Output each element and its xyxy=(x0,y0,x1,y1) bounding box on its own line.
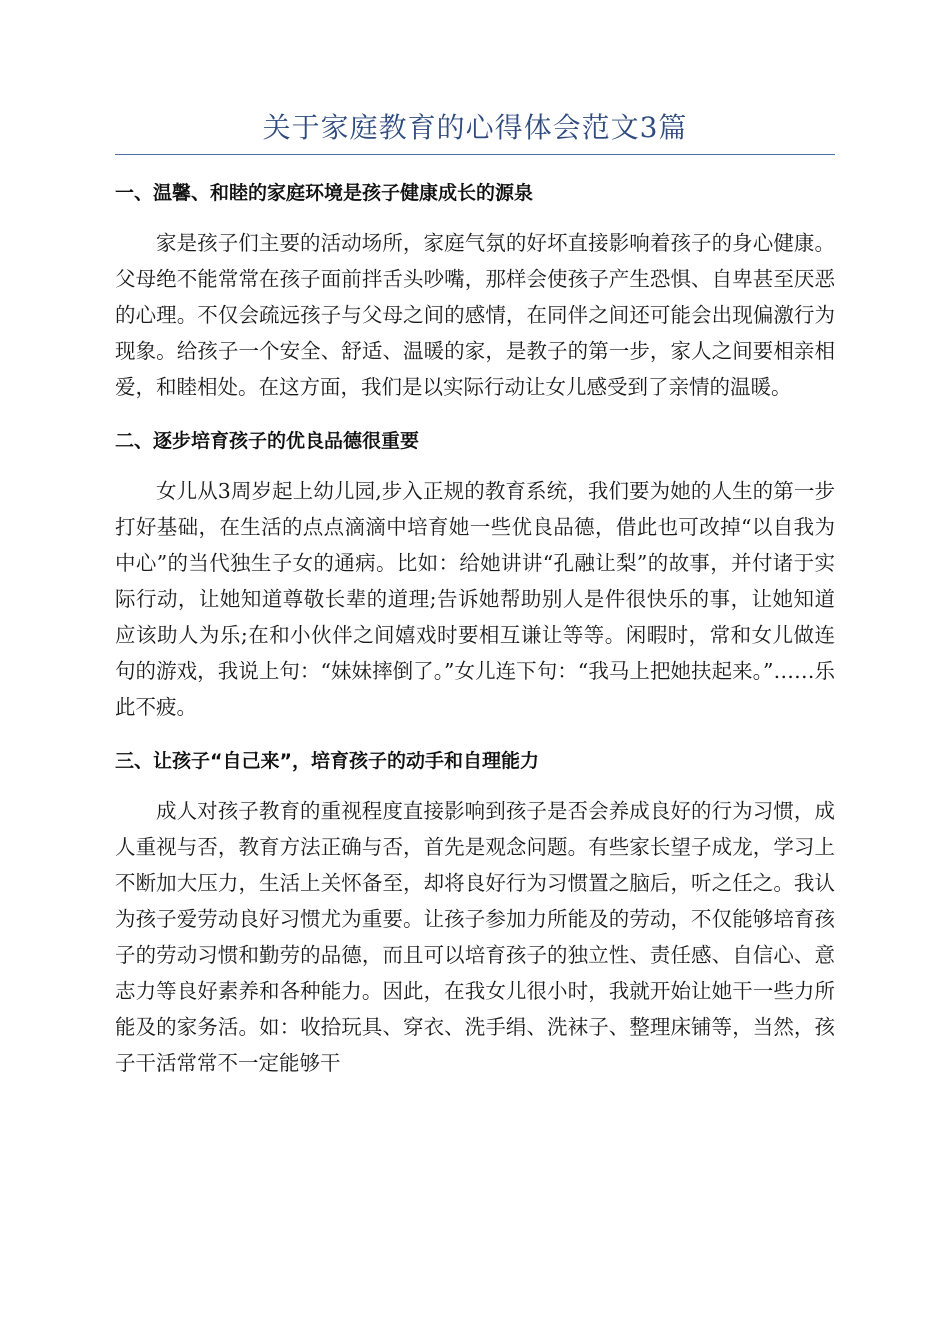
document-page xyxy=(115,108,835,1081)
section-heading-3: 三、让孩子“自己来”，培育孩子的动手和自理能力 xyxy=(115,750,539,772)
section-paragraph-1: 家是孩子们主要的活动场所，家庭气氛的好坏直接影响着孩子的身心健康。父母绝不能常常在孩子面前拌舌头吵嘴，那样会使孩子产生恐惧、自卑甚至厌恶的心理。不仅会疏远孩子与父母之间的感情，在同伴之间还可能会出现偏激行为现象。给孩子一个安全、舒适、温暖的家，是教子的第一步，家人之间要相亲相爱，和睦相处。在这方面，我们是以实际行动让女儿感受到了亲情的温暖。 xyxy=(115,231,835,399)
section-heading-2: 二、逐步培育孩子的优良品德很重要 xyxy=(115,430,420,452)
section-paragraph-3: 成人对孩子教育的重视程度直接影响到孩子是否会养成良好的行为习惯，成人重视与否，教育方法正确与否，首先是观念问题。有些家长望子成龙，学习上不断加大压力，生活上关怀备至，却将良好行为习惯置之脑后，听之任之。我认为孩子爱劳动良好习惯尤为重要。让孩子参加力所能及的劳动，不仅能够培育孩子的劳动习惯和勤劳的品德，而且可以培育孩子的独立性、责任感、自信心、意志力等良好素养和各种能力。因此，在我女儿很小时，我就开始让她干一些力所能及的家务活。如：收拾玩具、穿衣、洗手绢、洗袜子、整理床铺等，当然，孩子干活常常不一定能够干 xyxy=(115,799,835,1075)
section-heading-1: 一、温馨、和睦的家庭环境是孩子健康成长的源泉 xyxy=(115,182,534,204)
page-title: 关于家庭教育的心得体会范文3篇 xyxy=(262,111,688,144)
title-divider xyxy=(115,154,835,155)
section-paragraph-2: 女儿从3周岁起上幼儿园,步入正规的教育系统，我们要为她的人生的第一步打好基础，在生活的点点滴滴中培育她一些优良品德，借此也可改掉“以自我为中心”的当代独生子女的通病。比如：给她讲讲“孔融让梨”的故事，并付诸于实际行动，让她知道尊敬长辈的道理;告诉她帮助别人是件很快乐的事，让她知道应该助人为乐;在和小伙伴之间嬉戏时要相互谦让等等。闲暇时，常和女儿做连句的游戏，我说上句：“妹妹摔倒了。”女儿连下句：“我马上把她扶起来。”……乐此不疲。 xyxy=(115,479,835,719)
